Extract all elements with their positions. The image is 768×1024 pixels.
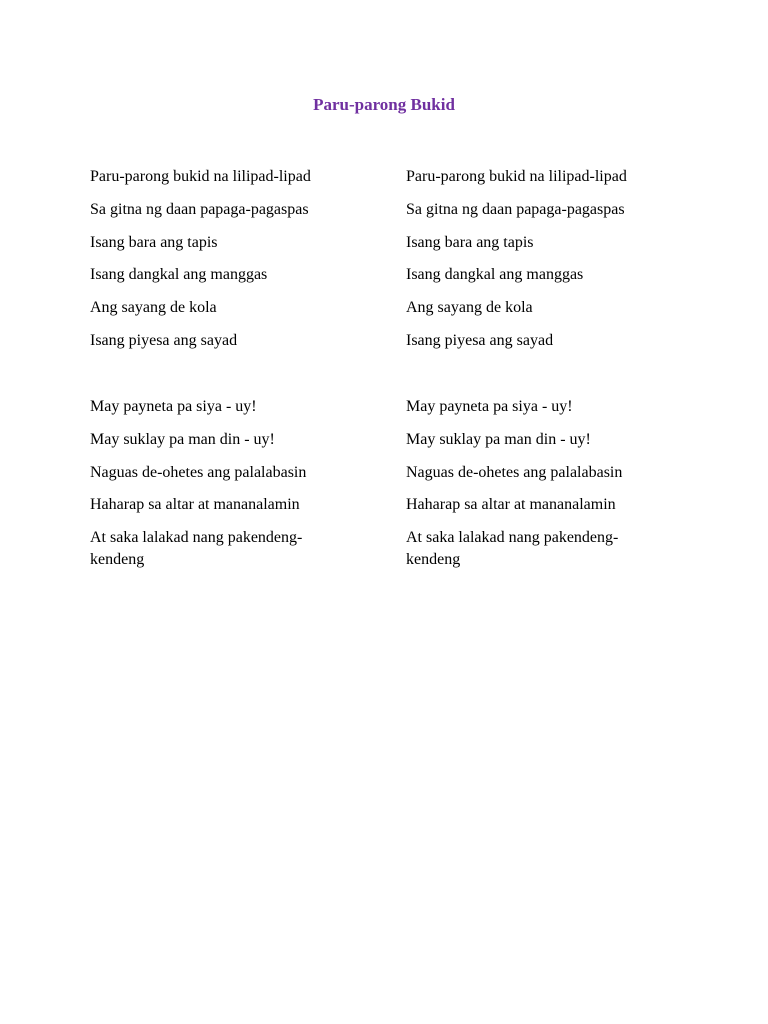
lyric-line: Paru-parong bukid na lilipad-lipad — [90, 168, 311, 185]
document-title: Paru-parong Bukid — [313, 95, 455, 114]
lyric-line: Paru-parong bukid na lilipad-lipad — [406, 168, 627, 185]
lyric-line: Haharap sa altar at mananalamin — [406, 496, 616, 514]
lyric-line: Isang dangkal ang manggas — [90, 266, 268, 284]
lyric-line: Isang dangkal ang manggas — [406, 266, 584, 284]
right-column-stanza-1 — [406, 166, 656, 363]
lyric-line: Ang sayang de kola — [406, 299, 533, 317]
lyric-line: Haharap sa altar at mananalamin — [90, 496, 300, 514]
lyric-line: At saka lalakad nang pakendeng-kendeng — [406, 529, 619, 569]
left-column-stanza-2 — [90, 396, 340, 582]
lyric-line: May payneta pa siya - uy! — [406, 398, 573, 415]
lyric-line: Sa gitna ng daan papaga-pagaspas — [90, 200, 309, 218]
lyric-line: Ang sayang de kola — [90, 299, 217, 317]
lyric-line: Naguas de-ohetes ang palalabasin — [406, 463, 623, 481]
lyric-line: At saka lalakad nang pakendeng-kendeng — [90, 529, 303, 569]
lyric-line: May payneta pa siya - uy! — [90, 398, 257, 415]
lyric-line: Sa gitna ng daan papaga-pagaspas — [406, 200, 625, 218]
lyric-line: Naguas de-ohetes ang palalabasin — [90, 463, 307, 481]
lyric-line: May suklay pa man din - uy! — [90, 430, 275, 448]
left-column-stanza-1 — [90, 166, 340, 363]
lyric-line: May suklay pa man din - uy! — [406, 430, 591, 448]
lyric-line: Isang piyesa ang sayad — [406, 331, 554, 349]
lyric-line: Isang piyesa ang sayad — [90, 331, 238, 349]
lyric-line: Isang bara ang tapis — [406, 233, 534, 251]
lyric-line: Isang bara ang tapis — [90, 233, 218, 251]
right-column-stanza-2 — [406, 396, 656, 582]
